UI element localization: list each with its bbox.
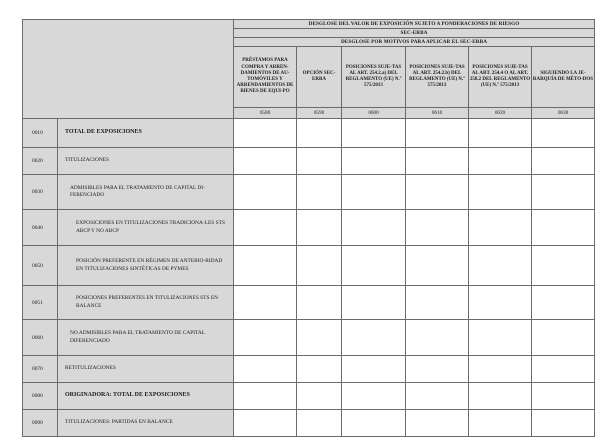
value-cell[interactable] bbox=[234, 175, 297, 210]
value-cell[interactable] bbox=[342, 286, 406, 320]
value-cell[interactable] bbox=[469, 383, 532, 410]
column-header: SIGUIENDO LA JE-RARQUÍA DE MÉTO-DOS bbox=[532, 47, 595, 108]
value-cell[interactable] bbox=[469, 148, 532, 175]
table-row bbox=[23, 210, 595, 246]
value-cell[interactable] bbox=[234, 383, 297, 410]
column-header: OPCIÓN SEC-ERBA bbox=[297, 47, 342, 108]
value-cell[interactable] bbox=[297, 175, 342, 210]
value-cell[interactable] bbox=[469, 286, 532, 320]
row-code: 0051 bbox=[23, 286, 58, 320]
table-row bbox=[23, 286, 595, 320]
value-cell[interactable] bbox=[234, 246, 297, 286]
row-label: ORIGINADORA: TOTAL DE EXPOSICIONES bbox=[58, 383, 234, 410]
value-cell[interactable] bbox=[469, 410, 532, 437]
value-cell[interactable] bbox=[532, 410, 595, 437]
column-header: PRÉSTAMOS PARA COMPRA Y ARREN-DAMIENTOS DE AU-TOMÓVILES Y ARRENDAMIENTOS DE BIENES DE EQUI-PO bbox=[234, 47, 297, 108]
value-cell[interactable] bbox=[342, 119, 406, 148]
header-sec-erba: SEC-ERBA bbox=[234, 29, 595, 38]
value-cell[interactable] bbox=[234, 356, 297, 383]
value-cell[interactable] bbox=[234, 210, 297, 246]
row-label: ADMISIBLES PARA EL TRATAMIENTO DE CAPITAL DI-FERENCIADO bbox=[58, 175, 234, 210]
value-cell[interactable] bbox=[234, 286, 297, 320]
value-cell[interactable] bbox=[532, 210, 595, 246]
row-code: 0090 bbox=[23, 410, 58, 437]
value-cell[interactable] bbox=[342, 246, 406, 286]
row-label: TOTAL DE EXPOSICIONES bbox=[58, 119, 234, 148]
value-cell[interactable] bbox=[297, 119, 342, 148]
value-cell[interactable] bbox=[469, 175, 532, 210]
table-row bbox=[23, 148, 595, 175]
value-cell[interactable] bbox=[234, 148, 297, 175]
row-label: TITULIZACIONES bbox=[58, 148, 234, 175]
value-cell[interactable] bbox=[297, 356, 342, 383]
value-cell[interactable] bbox=[532, 175, 595, 210]
column-code: 0600 bbox=[342, 108, 406, 119]
value-cell[interactable] bbox=[406, 286, 469, 320]
column-header: POSICIONES SUJE-TAS AL ART. 254.2.b) DEL REGLAMENTO (UE) N.º 575/2013 bbox=[406, 47, 469, 108]
value-cell[interactable] bbox=[297, 410, 342, 437]
row-code: 0070 bbox=[23, 356, 58, 383]
value-cell[interactable] bbox=[297, 286, 342, 320]
value-cell[interactable] bbox=[406, 148, 469, 175]
value-cell[interactable] bbox=[342, 356, 406, 383]
value-cell[interactable] bbox=[469, 210, 532, 246]
value-cell[interactable] bbox=[342, 320, 406, 356]
column-header: POSICIONES SUJE-TAS AL ART. 254.4 O AL ART. 258.2 DEL REGLAMENTO (UE) N.º 575/2013 bbox=[469, 47, 532, 108]
value-cell[interactable] bbox=[342, 148, 406, 175]
row-label: EXPOSICIONES EN TITULIZACIONES TRADICIONA-LES STS ABCP Y NO ABCP bbox=[58, 210, 234, 246]
value-cell[interactable] bbox=[532, 286, 595, 320]
value-cell[interactable] bbox=[406, 246, 469, 286]
value-cell[interactable] bbox=[297, 383, 342, 410]
row-label: POSICIÓN PREFERENTE EN RÉGIMEN DE ANTERIO-RIDAD EN TITULIZACIONES SINTÉTICAS DE PYMES bbox=[58, 246, 234, 286]
header-top: DESGLOSE DEL VALOR DE EXPOSICIÓN SUJETO A PONDERACIONES DE RIESGO bbox=[234, 20, 595, 29]
table-row bbox=[23, 320, 595, 356]
value-cell[interactable] bbox=[342, 210, 406, 246]
value-cell[interactable] bbox=[234, 320, 297, 356]
column-code: 0590 bbox=[297, 108, 342, 119]
table-row bbox=[23, 246, 595, 286]
row-label: NO ADMISIBLES PARA EL TRATAMIENTO DE CAPITAL DIFERENCIADO bbox=[58, 320, 234, 356]
table-row bbox=[23, 356, 595, 383]
row-code: 0020 bbox=[23, 148, 58, 175]
exposure-breakdown-table bbox=[22, 19, 595, 437]
value-cell[interactable] bbox=[532, 356, 595, 383]
row-code: 0080 bbox=[23, 383, 58, 410]
table-row bbox=[23, 383, 595, 410]
table-row bbox=[23, 119, 595, 148]
value-cell[interactable] bbox=[406, 320, 469, 356]
row-label: RETITULIZACIONES bbox=[58, 356, 234, 383]
row-code: 0010 bbox=[23, 119, 58, 148]
value-cell[interactable] bbox=[532, 320, 595, 356]
row-code: 0060 bbox=[23, 320, 58, 356]
row-label: POSICIONES PREFERENTES EN TITULIZACIONES STS EN BALANCE bbox=[58, 286, 234, 320]
value-cell[interactable] bbox=[406, 356, 469, 383]
value-cell[interactable] bbox=[469, 246, 532, 286]
column-header: POSICIONES SUJE-TAS AL ART. 254.2.a) DEL REGLAMENTO (UE) N.º 575/2013 bbox=[342, 47, 406, 108]
value-cell[interactable] bbox=[297, 210, 342, 246]
table-corner bbox=[23, 20, 234, 119]
value-cell[interactable] bbox=[406, 119, 469, 148]
row-code: 0030 bbox=[23, 175, 58, 210]
value-cell[interactable] bbox=[342, 175, 406, 210]
value-cell[interactable] bbox=[532, 119, 595, 148]
header-breakdown-reasons: DESGLOSE POR MOTIVOS PARA APLICAR EL SEC-ERBA bbox=[234, 38, 595, 47]
value-cell[interactable] bbox=[406, 210, 469, 246]
value-cell[interactable] bbox=[234, 410, 297, 437]
table-row bbox=[23, 410, 595, 437]
row-code: 0050 bbox=[23, 246, 58, 286]
column-code: 0630 bbox=[532, 108, 595, 119]
column-code: 0580 bbox=[234, 108, 297, 119]
column-code: 0610 bbox=[406, 108, 469, 119]
value-cell[interactable] bbox=[342, 383, 406, 410]
value-cell[interactable] bbox=[532, 383, 595, 410]
value-cell[interactable] bbox=[297, 320, 342, 356]
value-cell[interactable] bbox=[469, 356, 532, 383]
value-cell[interactable] bbox=[297, 246, 342, 286]
value-cell[interactable] bbox=[469, 320, 532, 356]
value-cell[interactable] bbox=[406, 383, 469, 410]
value-cell[interactable] bbox=[297, 148, 342, 175]
table-row bbox=[23, 175, 595, 210]
column-code: 0620 bbox=[469, 108, 532, 119]
value-cell[interactable] bbox=[406, 410, 469, 437]
value-cell[interactable] bbox=[469, 119, 532, 148]
value-cell[interactable] bbox=[532, 246, 595, 286]
row-code: 0040 bbox=[23, 210, 58, 246]
row-label: TITULIZACIONES: PARTIDAS EN BALANCE bbox=[58, 410, 234, 437]
value-cell[interactable] bbox=[406, 175, 469, 210]
value-cell[interactable] bbox=[532, 148, 595, 175]
value-cell[interactable] bbox=[234, 119, 297, 148]
value-cell[interactable] bbox=[342, 410, 406, 437]
